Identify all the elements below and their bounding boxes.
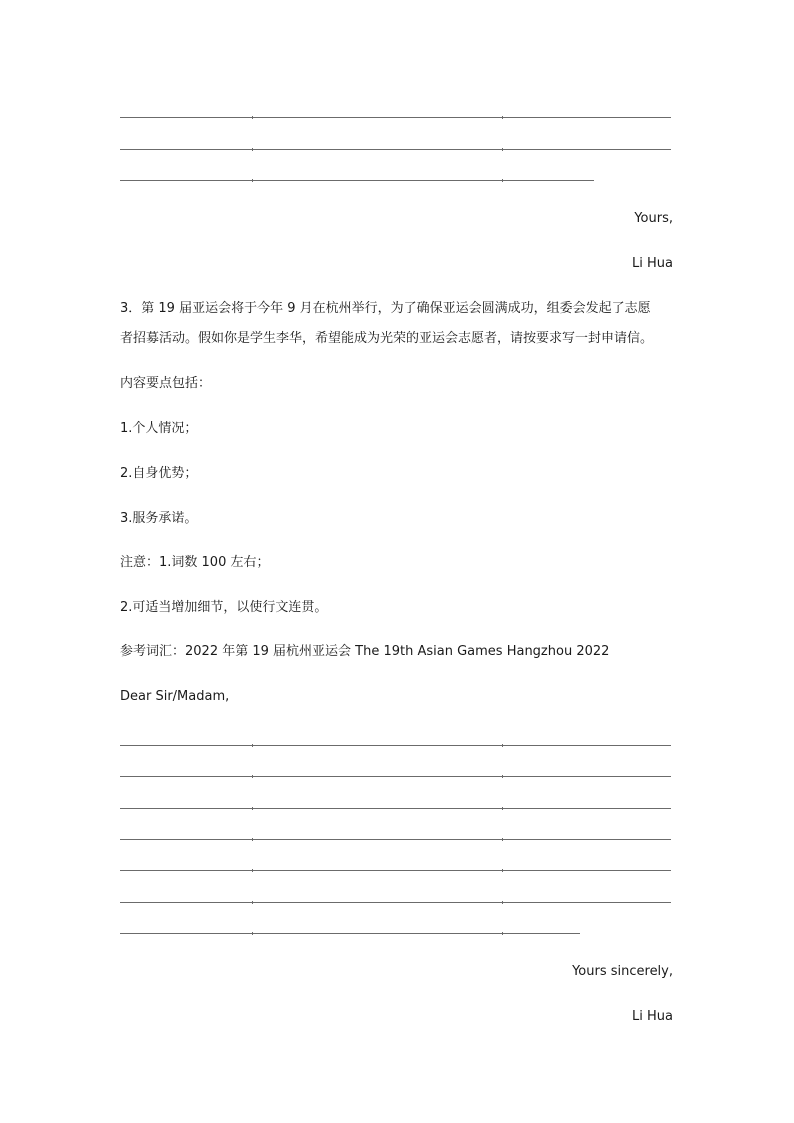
note-2: 2.可适当增加细节，以使行文连贯。 (120, 600, 328, 615)
answer-line (120, 745, 671, 746)
content-point-1: 1.个人情况； (120, 421, 198, 436)
answer-line (120, 870, 671, 871)
note-1: 注意：1.词数 100 左右； (120, 555, 270, 570)
content-point-3: 3.服务承诺。 (120, 511, 198, 526)
line-segment-tick (252, 116, 253, 119)
reference-vocabulary: 参考词汇：2022 年第 19 届杭州亚运会 The 19th Asian Games Hangzhou 2022 (120, 644, 610, 659)
line-segment-tick (502, 807, 503, 810)
line-segment-tick (252, 775, 253, 778)
question-number: 3 (120, 301, 129, 316)
line-segment-tick (252, 869, 253, 872)
answer-line (120, 839, 671, 840)
line-segment-tick (252, 932, 253, 935)
line-segment-tick (502, 932, 503, 935)
line-segment-tick (252, 838, 253, 841)
answer-line (120, 117, 671, 118)
answer-line (120, 808, 671, 809)
letter-signature: Li Hua (632, 256, 673, 271)
letter-signature-2: Li Hua (632, 1009, 673, 1024)
line-segment-tick (252, 179, 253, 182)
line-segment-tick (502, 869, 503, 872)
line-segment-tick (502, 775, 503, 778)
letter-closing-sincerely: Yours sincerely, (572, 964, 673, 979)
line-segment-tick (502, 179, 503, 182)
line-segment-tick (252, 901, 253, 904)
answer-line (120, 149, 671, 150)
line-segment-tick (252, 744, 253, 747)
answer-line-short (120, 933, 580, 934)
question-prompt-line-2: 者招募活动。假如你是学生李华，希望能成为光荣的亚运会志愿者，请按要求写一封申请信。 (120, 331, 654, 346)
letter-salutation: Dear Sir/Madam, (120, 689, 230, 704)
content-points-title: 内容要点包括： (120, 376, 212, 391)
question-prompt-line-1: 3．第 19 届亚运会将于今年 9 月在杭州举行，为了确保亚运会圆满成功，组委会发起了志愿 (120, 301, 651, 316)
line-segment-tick (252, 807, 253, 810)
line-segment-tick (502, 148, 503, 151)
answer-line-short (120, 180, 594, 181)
line-segment-tick (502, 901, 503, 904)
line-segment-tick (502, 744, 503, 747)
answer-line (120, 902, 671, 903)
line-segment-tick (502, 838, 503, 841)
letter-closing: Yours, (634, 211, 673, 226)
answer-line (120, 776, 671, 777)
line-segment-tick (252, 148, 253, 151)
content-point-2: 2.自身优势； (120, 466, 198, 481)
line-segment-tick (502, 116, 503, 119)
